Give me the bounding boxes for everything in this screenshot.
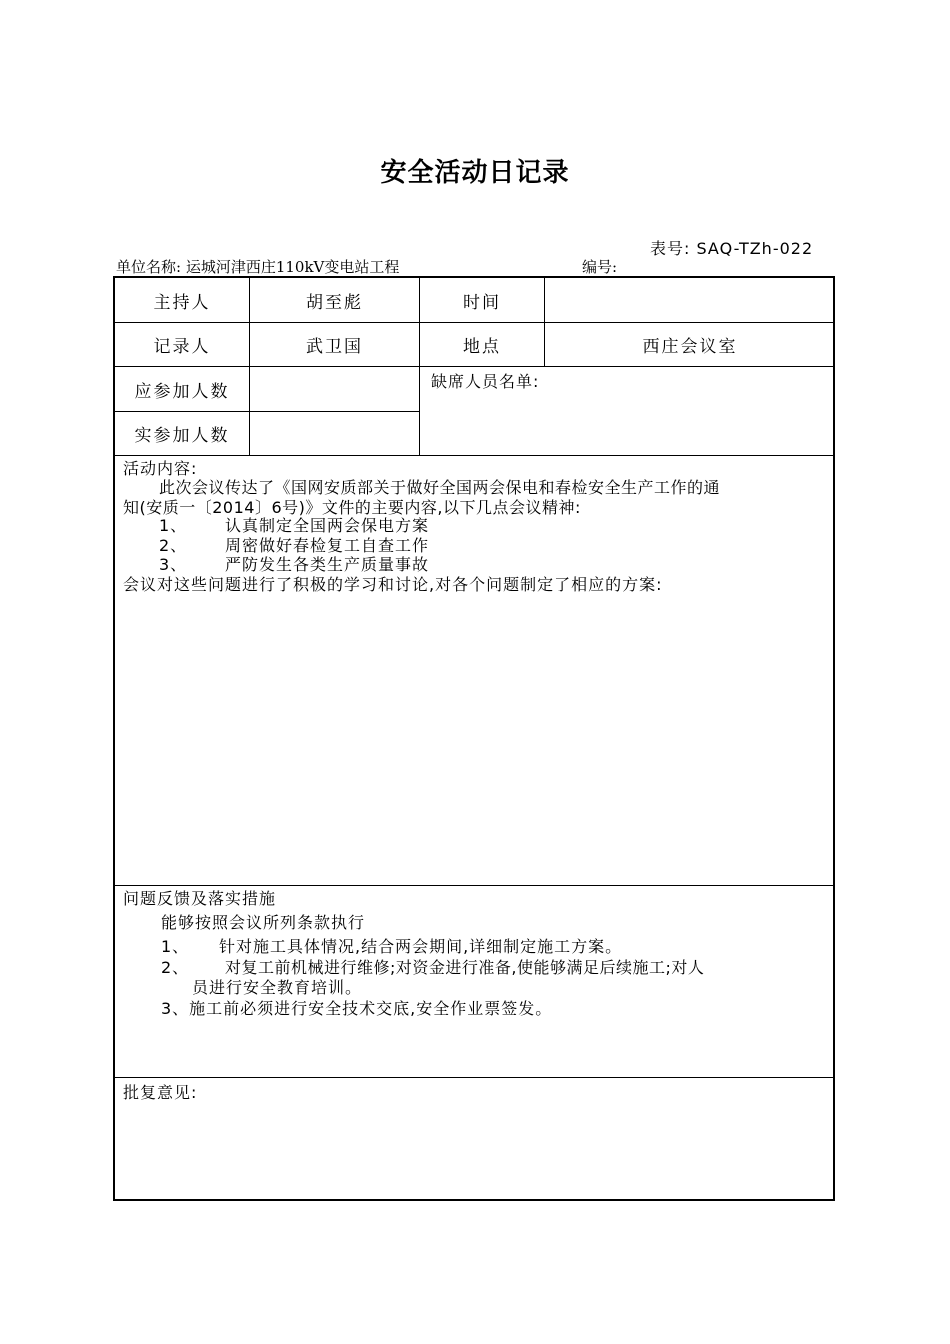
time-label: 时间 <box>463 292 501 313</box>
feedback-item-text: 对复工前机械进行维修;对资金进行准备,使能够满足后续施工;对人 <box>225 958 705 977</box>
feedback-item-number: 1、 <box>161 937 190 956</box>
row-divider <box>115 455 835 456</box>
location-value: 西庄会议室 <box>642 337 738 357</box>
actual-count-label: 实参加人数 <box>134 426 230 446</box>
activity-item-number: 1、 <box>159 516 188 535</box>
activity-item-number: 3、 <box>159 555 188 574</box>
row-divider <box>115 1077 835 1078</box>
recorder-value: 武卫国 <box>306 337 363 357</box>
form-number: 表号: SAQ-TZh-022 <box>650 239 814 258</box>
feedback-label: 问题反馈及落实措施 <box>123 889 277 908</box>
record-table <box>113 276 835 1201</box>
host-label: 主持人 <box>153 292 211 313</box>
feedback-item-number: 2、 <box>161 958 190 977</box>
activity-item-number: 2、 <box>159 536 188 555</box>
activity-conclusion: 会议对这些问题进行了积极的学习和讨论,对各个问题制定了相应的方案: <box>123 575 663 594</box>
unit-name: 单位名称: 运城河津西庄110kV变电站工程 <box>116 258 400 276</box>
activity-label: 活动内容: <box>123 459 198 478</box>
feedback-item-text: 针对施工具体情况,结合两会期间,详细制定施工方案。 <box>219 937 623 956</box>
feedback-intro: 能够按照会议所列条款执行 <box>161 913 366 932</box>
recorder-label: 记录人 <box>153 337 211 357</box>
host-value: 胡至彪 <box>306 292 363 313</box>
feedback-item-text: 3、施工前必须进行安全技术交底,安全作业票签发。 <box>161 999 553 1018</box>
actual-count-value <box>250 412 419 455</box>
row-divider <box>115 885 835 886</box>
activity-item-text: 严防发生各类生产质量事故 <box>225 555 430 574</box>
page-title: 安全活动日记录 <box>380 158 570 188</box>
time-value <box>545 278 835 322</box>
feedback-item-text: 员进行安全教育培训。 <box>192 978 363 997</box>
activity-item-text: 周密做好春检复工自查工作 <box>225 536 430 555</box>
serial-label: 编号: <box>582 258 618 276</box>
expected-count-value <box>250 367 419 411</box>
location-label: 地点 <box>463 337 501 357</box>
expected-count-label: 应参加人数 <box>134 381 230 402</box>
activity-item-text: 认真制定全国两会保电方案 <box>225 516 430 535</box>
activity-line: 此次会议传达了《国网安质部关于做好全国两会保电和春检安全生产工作的通 <box>159 478 721 497</box>
activity-line: 知(安质一〔2014〕6号)》文件的主要内容,以下几点会议精神: <box>123 498 581 517</box>
absent-list-label: 缺席人员名单: <box>431 372 540 391</box>
approval-label: 批复意见: <box>123 1083 198 1102</box>
